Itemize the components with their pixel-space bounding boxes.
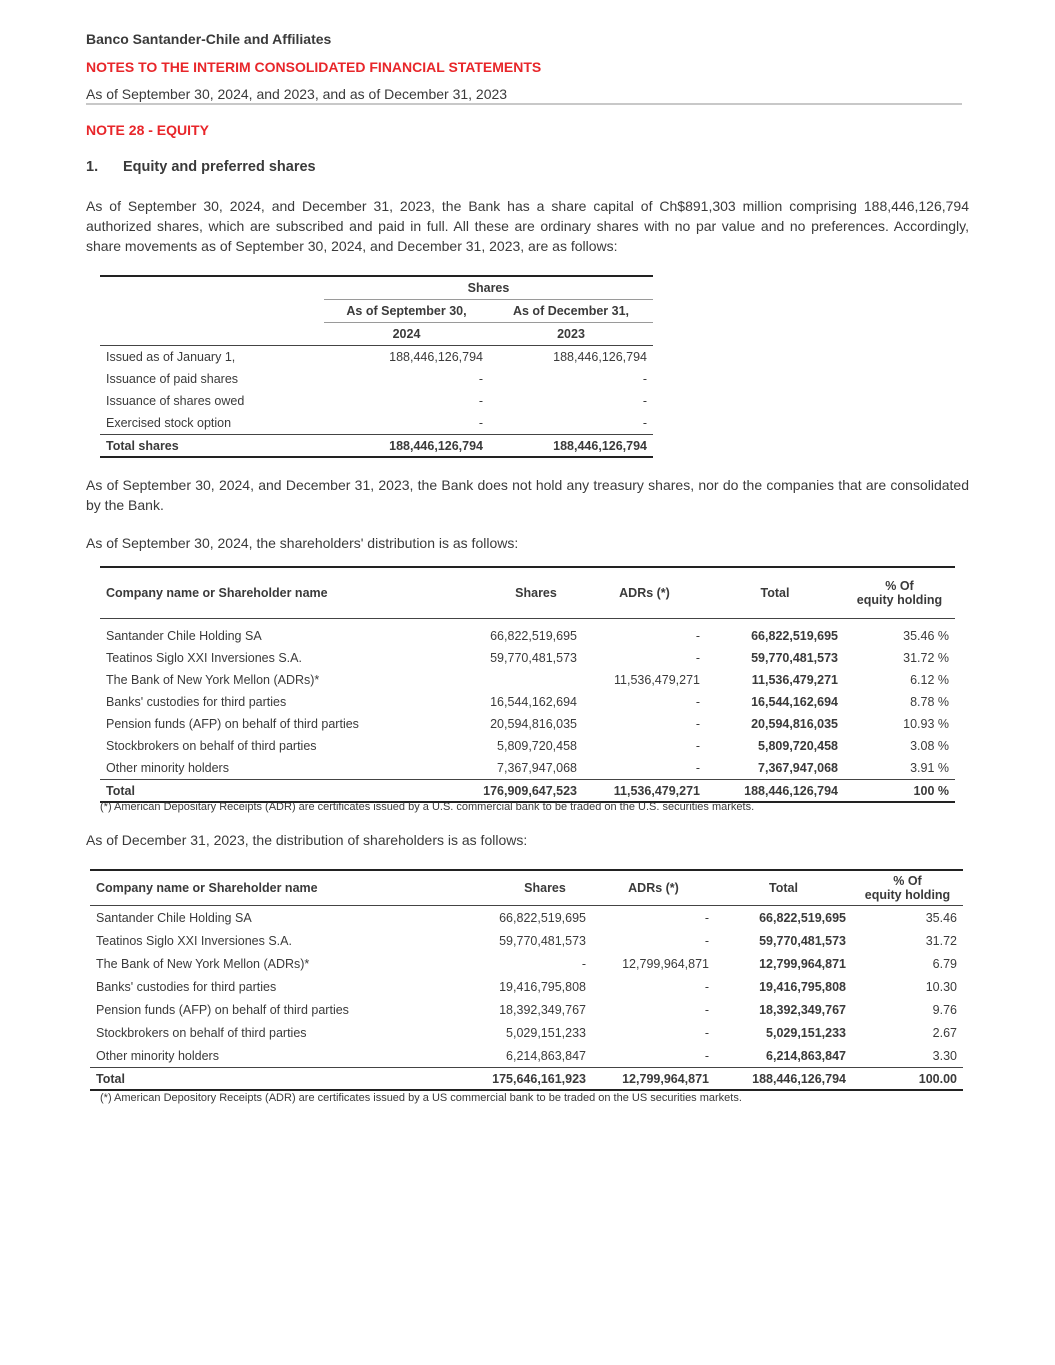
table-header-row xyxy=(100,300,653,323)
total-label: Total xyxy=(100,780,465,803)
adrs-value: - xyxy=(704,1002,709,1017)
table-row xyxy=(100,346,653,369)
col-total-header: Total xyxy=(715,870,852,906)
shareholder-name: Santander Chile Holding SA xyxy=(96,910,252,925)
pct-value: 9.76 xyxy=(932,1002,957,1017)
shareholder-name: The Bank of New York Mellon (ADRs)* xyxy=(96,956,310,971)
total-value: 11,536,479,271 xyxy=(751,673,838,687)
paragraph-distribution-2023: As of December 31, 2023, the distribution of shareholders is as follows: xyxy=(86,832,528,848)
value-2024: 188,446,126,794 xyxy=(389,350,483,364)
value-2023: 188,446,126,794 xyxy=(553,350,647,364)
col-shares-header: Shares xyxy=(465,567,583,619)
total-shares: 175,646,161,923 xyxy=(474,1068,592,1091)
shares-value: 7,367,947,068 xyxy=(497,761,577,775)
header-divider xyxy=(86,103,962,105)
shareholder-name: Other minority holders xyxy=(106,761,229,775)
shares-value: 16,544,162,694 xyxy=(490,695,577,709)
table-row xyxy=(100,647,955,669)
col-pct-header-line2: equity holding xyxy=(856,593,943,607)
shareholder-name: Stockbrokers on behalf of third parties xyxy=(96,1025,307,1040)
shares-value: 18,392,349,767 xyxy=(499,1002,586,1017)
col-name-header: Company name or Shareholder name xyxy=(90,870,474,906)
pct-value: 3.30 xyxy=(932,1048,957,1063)
shares-value: 19,416,795,808 xyxy=(499,979,586,994)
adrs-value: - xyxy=(695,629,700,643)
table-row xyxy=(100,669,955,691)
as-of-date: As of September 30, 2024, and 2023, and as of December 31, 2023 xyxy=(86,86,508,102)
total-row xyxy=(100,435,653,458)
table-row xyxy=(100,757,955,780)
col-pct-header xyxy=(844,567,955,619)
row-label: Exercised stock option xyxy=(106,416,232,430)
adrs-value: - xyxy=(695,651,700,665)
note-title: NOTE 28 - EQUITY xyxy=(86,122,209,138)
total-value: 16,544,162,694 xyxy=(751,695,838,709)
table-row xyxy=(100,412,653,435)
shares-value: 66,822,519,695 xyxy=(499,910,586,925)
total-value: 5,809,720,458 xyxy=(758,739,838,753)
shareholder-name: Teatinos Siglo XXI Inversiones S.A. xyxy=(96,933,292,948)
total-value: 59,770,481,573 xyxy=(759,933,846,948)
col-pct-header-line2: equity holding xyxy=(864,888,951,902)
shares-value xyxy=(465,669,583,691)
total-value: 66,822,519,695 xyxy=(751,629,838,643)
total-shares: 176,909,647,523 xyxy=(465,780,583,803)
row-label: Issuance of paid shares xyxy=(106,372,239,386)
shares-value: 5,809,720,458 xyxy=(497,739,577,753)
section-heading xyxy=(86,159,316,175)
adrs-value: 12,799,964,871 xyxy=(622,956,709,971)
adrs-value: - xyxy=(704,1025,709,1040)
table-row xyxy=(100,691,955,713)
value-2024: - xyxy=(478,416,483,430)
shareholder-name: Pension funds (AFP) on behalf of third parties xyxy=(106,717,359,731)
pct-value: 31.72 % xyxy=(903,651,949,665)
table-row xyxy=(90,1044,963,1068)
total-value: 5,029,151,233 xyxy=(766,1025,846,1040)
total-row xyxy=(100,780,955,803)
adrs-value: - xyxy=(704,910,709,925)
col-shares-header: Shares xyxy=(474,870,592,906)
total-pct: 100 % xyxy=(844,780,955,803)
total-2023: 188,446,126,794 xyxy=(489,435,653,458)
pct-value: 3.91 % xyxy=(910,761,949,775)
table-row xyxy=(100,713,955,735)
pct-value: 6.79 xyxy=(932,956,957,971)
share-movements-table xyxy=(100,275,653,458)
pct-value: 35.46 xyxy=(925,910,957,925)
table-header-row xyxy=(100,323,653,346)
shareholder-name: Pension funds (AFP) on behalf of third parties xyxy=(96,1002,349,1017)
table-row xyxy=(100,625,955,647)
pct-value: 31.72 xyxy=(925,933,957,948)
value-2024: - xyxy=(478,394,483,408)
total-value: 59,770,481,573 xyxy=(751,651,838,665)
shareholder-name: Other minority holders xyxy=(96,1048,219,1063)
shareholder-name: The Bank of New York Mellon (ADRs)* xyxy=(106,673,320,687)
total-value: 12,799,964,871 xyxy=(759,956,846,971)
row-label: Issuance of shares owed xyxy=(106,394,245,408)
col-2023-line2: 2023 xyxy=(489,323,653,346)
notes-title: NOTES TO THE INTERIM CONSOLIDATED FINANCIAL STATEMENTS xyxy=(86,59,542,75)
pct-value: 10.93 % xyxy=(903,717,949,731)
table-header-row xyxy=(90,870,963,906)
table-row xyxy=(90,1021,963,1044)
adrs-value: - xyxy=(695,761,700,775)
adrs-value: 11,536,479,271 xyxy=(614,673,700,687)
total-label: Total shares xyxy=(100,435,324,458)
col-adrs-header: ADRs (*) xyxy=(583,567,706,619)
company-name: Banco Santander-Chile and Affiliates xyxy=(86,31,332,47)
total-2024: 188,446,126,794 xyxy=(324,435,489,458)
col-pct-header-line1: % Of xyxy=(885,579,914,593)
table-row xyxy=(100,735,955,757)
table-row xyxy=(100,390,653,412)
col-pct-header xyxy=(852,870,963,906)
table-row xyxy=(90,998,963,1021)
value-2024: - xyxy=(478,372,483,386)
table-row xyxy=(90,929,963,952)
col-2023-line1: As of December 31, xyxy=(489,300,653,323)
total-value: 6,214,863,847 xyxy=(766,1048,846,1063)
footnote-adr-2024: (*) American Depositary Receipts (ADR) are certificates issued by a U.S. commercial bank to be traded on the U.S. securities markets. xyxy=(100,801,755,813)
col-name-header: Company name or Shareholder name xyxy=(100,567,465,619)
total-value: 20,594,816,035 xyxy=(751,717,838,731)
shares-value: 59,770,481,573 xyxy=(499,933,586,948)
total-value: 7,367,947,068 xyxy=(758,761,838,775)
adrs-value: - xyxy=(695,695,700,709)
adrs-value: - xyxy=(704,979,709,994)
shares-value: 6,214,863,847 xyxy=(506,1048,586,1063)
shares-group-header: Shares xyxy=(324,276,653,300)
shareholder-name: Banks' custodies for third parties xyxy=(106,695,287,709)
total-value: 19,416,795,808 xyxy=(759,979,846,994)
distribution-2024-table xyxy=(100,566,955,803)
adrs-value: - xyxy=(704,1048,709,1063)
shares-value: 66,822,519,695 xyxy=(490,629,577,643)
pct-value: 35.46 % xyxy=(903,629,949,643)
table-row xyxy=(90,906,963,930)
shareholder-name: Stockbrokers on behalf of third parties xyxy=(106,739,317,753)
total-adrs: 11,536,479,271 xyxy=(583,780,706,803)
total-value: 66,822,519,695 xyxy=(759,910,846,925)
table-row xyxy=(90,975,963,998)
adrs-value: - xyxy=(695,739,700,753)
section-title: Equity and preferred shares xyxy=(123,159,316,175)
distribution-2023-table xyxy=(90,869,963,1091)
col-2024-line1: As of September 30, xyxy=(324,300,489,323)
table-row xyxy=(90,952,963,975)
shareholder-name: Santander Chile Holding SA xyxy=(106,629,262,643)
table-header-row xyxy=(100,276,653,300)
col-pct-header-line1: % Of xyxy=(893,874,922,888)
total-row xyxy=(90,1068,963,1091)
paragraph-treasury-shares: As of September 30, 2024, and December 31, 2023, the Bank does not hold any treasury shares, nor do the companies that are consolidated by the Bank. xyxy=(86,477,969,513)
shareholder-name: Teatinos Siglo XXI Inversiones S.A. xyxy=(106,651,302,665)
value-2023: - xyxy=(642,394,647,408)
pct-value: 2.67 xyxy=(932,1025,957,1040)
total-label: Total xyxy=(90,1068,474,1091)
table-row xyxy=(100,368,653,390)
shares-value: 59,770,481,573 xyxy=(490,651,577,665)
row-label: Issued as of January 1, xyxy=(106,350,236,364)
adrs-value: - xyxy=(695,717,700,731)
shares-value: 20,594,816,035 xyxy=(490,717,577,731)
pct-value: 3.08 % xyxy=(910,739,949,753)
total-adrs: 12,799,964,871 xyxy=(592,1068,715,1091)
total-value: 18,392,349,767 xyxy=(759,1002,846,1017)
adrs-value: - xyxy=(704,933,709,948)
pct-value: 10.30 xyxy=(925,979,957,994)
pct-value: 8.78 % xyxy=(910,695,949,709)
total-total: 188,446,126,794 xyxy=(715,1068,852,1091)
shares-value: 5,029,151,233 xyxy=(506,1025,586,1040)
paragraph-share-capital: As of September 30, 2024, and December 31, 2023, the Bank has a share capital of Ch$891,303 million comprising 188,446,126,794 authorized shares, which are subscribed and paid in full. All these are ordinary shares with no par value and no preferences. Accordingly, share movements as of September 30, 2024, and December 31, 2023, are as follows: xyxy=(86,198,969,254)
col-adrs-header: ADRs (*) xyxy=(592,870,715,906)
col-2024-line2: 2024 xyxy=(324,323,489,346)
pct-value: 6.12 % xyxy=(910,673,949,687)
shares-value: - xyxy=(581,956,586,971)
col-total-header: Total xyxy=(706,567,844,619)
value-2023: - xyxy=(642,416,647,430)
footnote-adr-2023: (*) American Depository Receipts (ADR) are certificates issued by a US commercial bank to be traded on the US securities markets. xyxy=(100,1092,742,1104)
total-total: 188,446,126,794 xyxy=(706,780,844,803)
table-header-row xyxy=(100,567,955,619)
paragraph-distribution-2024: As of September 30, 2024, the shareholders' distribution is as follows: xyxy=(86,535,519,551)
shareholder-name: Banks' custodies for third parties xyxy=(96,979,277,994)
total-pct: 100.00 xyxy=(852,1068,963,1091)
section-number: 1. xyxy=(86,159,99,175)
value-2023: - xyxy=(642,372,647,386)
